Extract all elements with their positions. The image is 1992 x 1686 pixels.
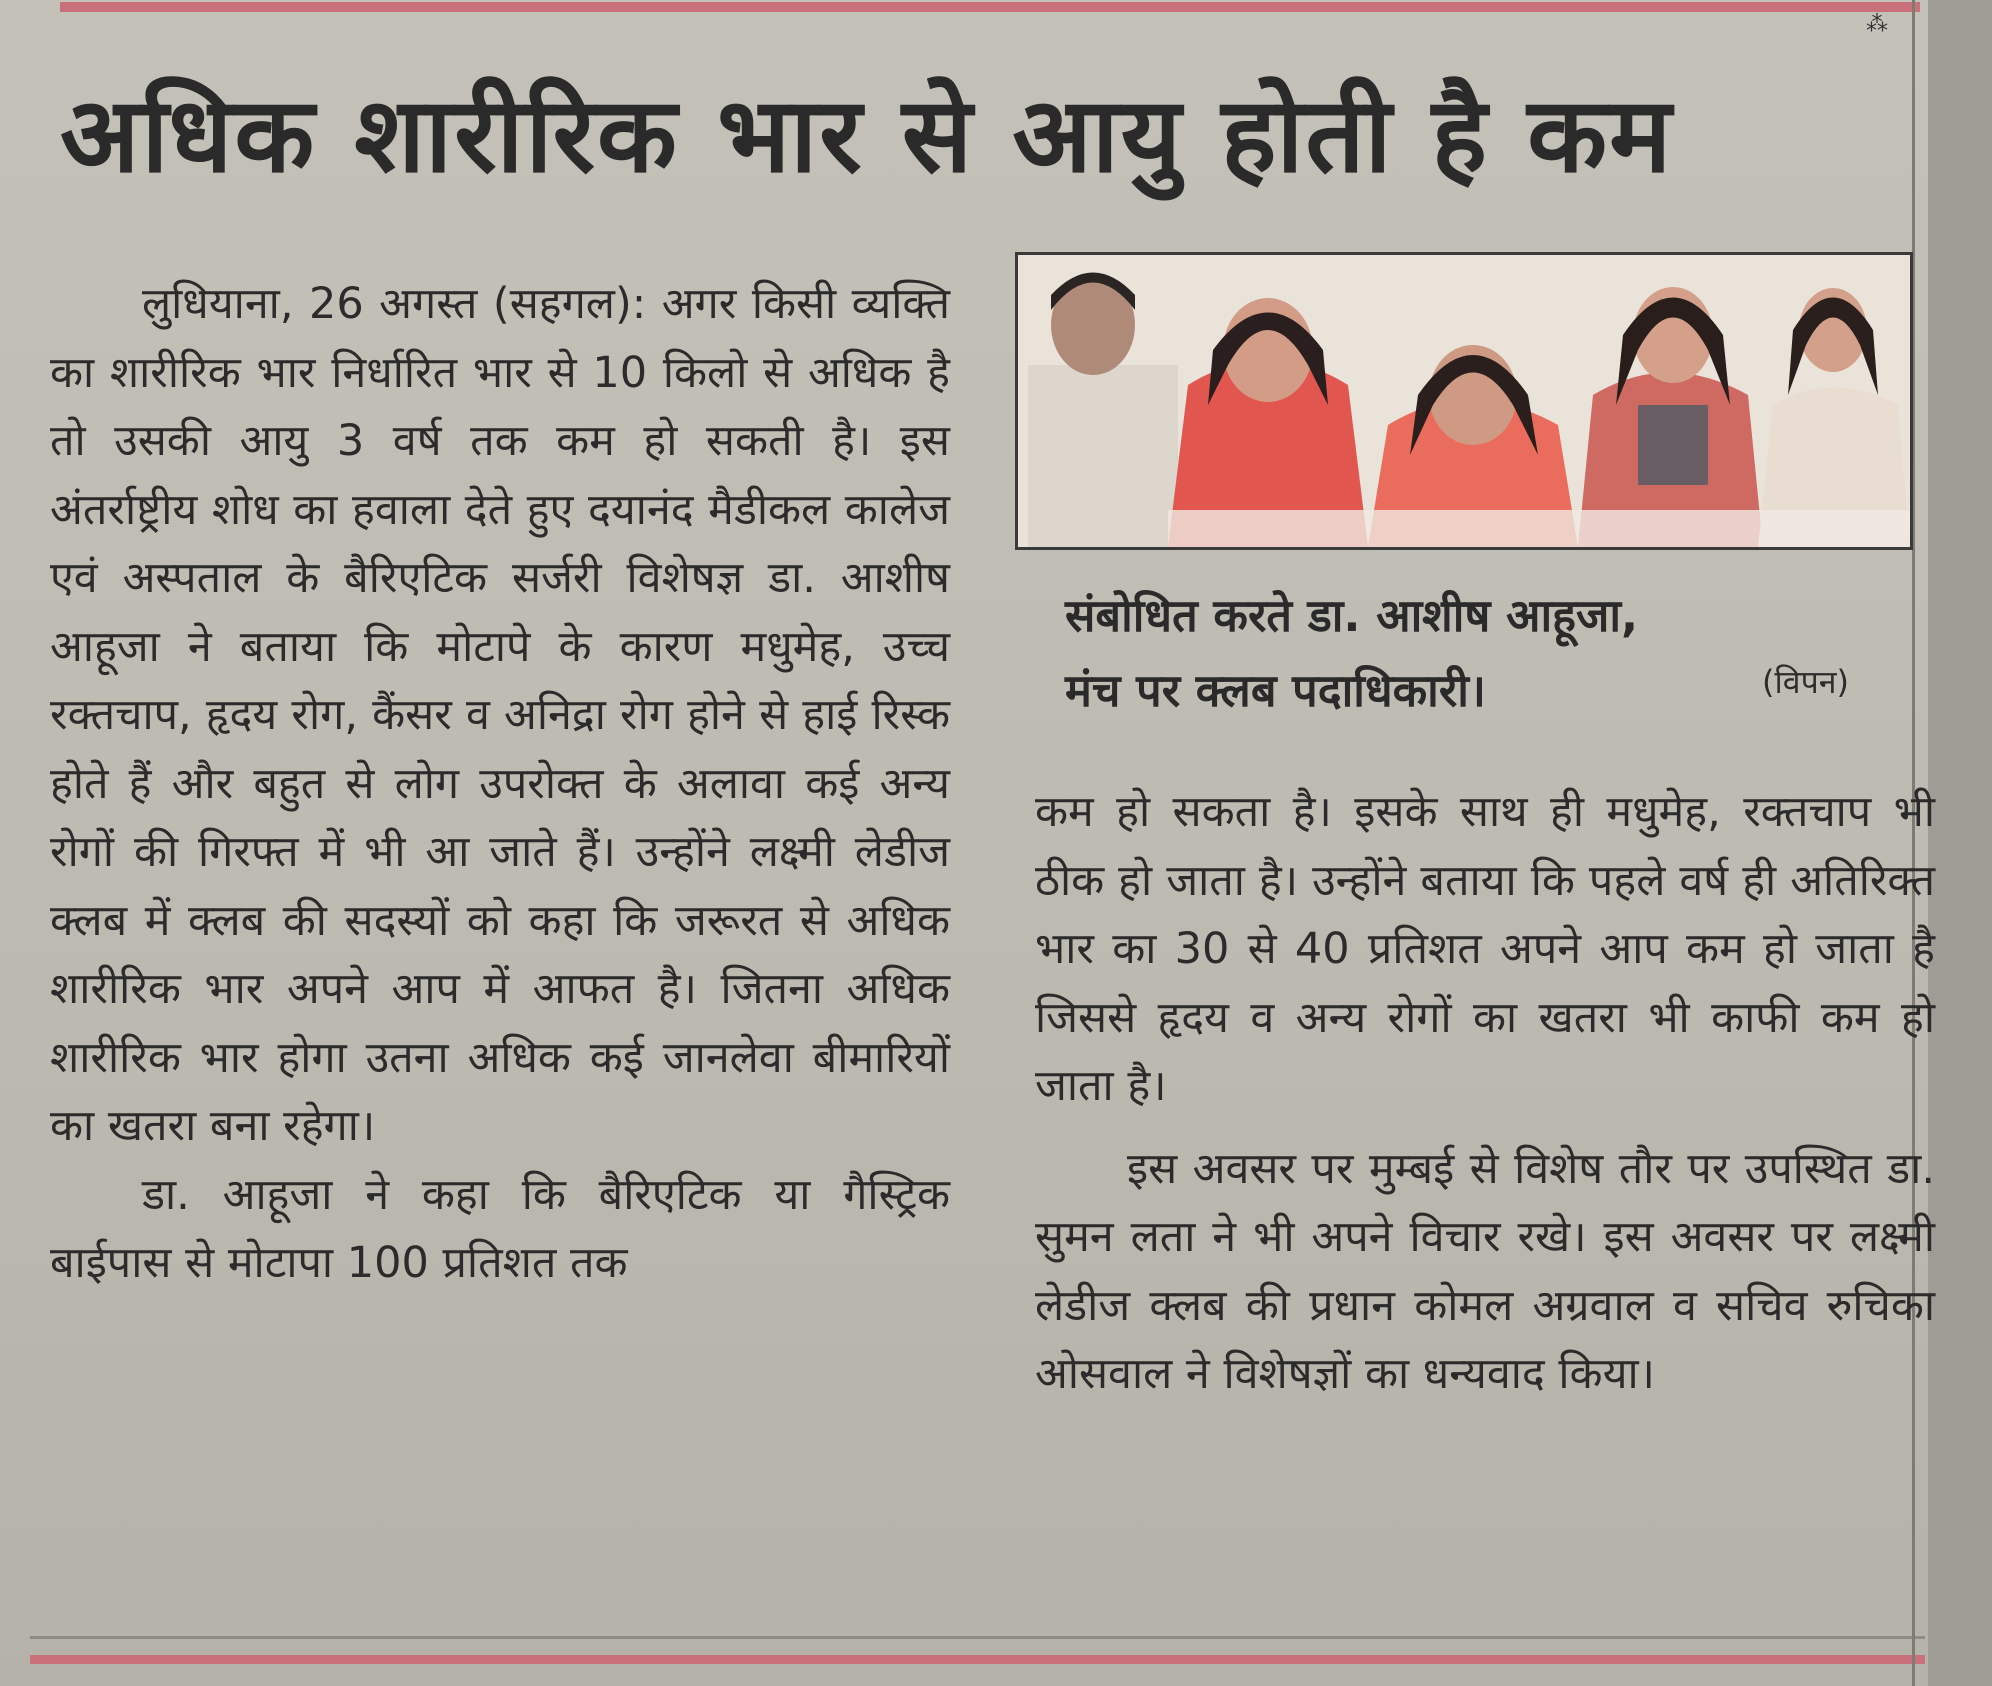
photo-credit: (विपन) [1762,663,1849,701]
body-paragraph: डा. आहूजा ने कहा कि बैरिएटिक या गैस्ट्रिक बाईपास से मोटापा 100 प्रतिशत तक [50,1169,950,1288]
pin-mark-icon: ⁂ [1866,12,1888,37]
event-photo [1015,252,1913,550]
page-edge [1928,0,1992,1686]
headline: अधिक शारीरिक भार से आयु होती है कम [60,74,1674,196]
bottom-red-rule [30,1655,1925,1664]
body-paragraph: कम हो सकता है। इसके साथ ही मधुमेह, रक्तचाप भी ठीक हो जाता है। उन्होंने बताया कि पहले वर्ष ही अतिरिक्त भार का 30 से 40 प्रतिशत अपने आप कम हो जाता है जिससे हृदय व अन्य रोगों का खतरा भी काफी कम हो जाता है। [1035,787,1935,1111]
body-paragraph: लुधियाना, 26 अगस्त (सहगल): अगर किसी व्यक्ति का शारीरिक भार निर्धारित भार से 10 किलो से अधिक है तो उसकी आयु 3 वर्ष तक कम हो सकती है। इस अंतर्राष्ट्रीय शोध का हवाला देते हुए दयानंद मैडीकल कालेज एवं अस्पताल के बैरिएटिक सर्जरी विशेषज्ञ डा. आशीष आहूजा ने बताया कि मोटापे के कारण मधुमेह, उच्च रक्तचाप, हृदय रोग, कैंसर व अनिद्रा रोग होने से हाई रिस्क होते हैं और बहुत से लोग उपरोक्त के अलावा कई अन्य रोगों की गिरफ्त में भी आ जाते हैं। उन्होंने लक्ष्मी लेडीज क्लब में क्लब की सदस्यों को कहा कि जरूरत से अधिक शारीरिक भार अपने आप में आफत है। जितना अधिक शारीरिक भार होगा उतना अधिक कई जानलेवा बीमारियों का खतरा बना रहेगा। [50,279,950,1151]
caption-line-2: मंच पर क्लब पदाधिकारी। [1065,664,1486,717]
bottom-divider [30,1636,1925,1639]
body-paragraph: इस अवसर पर मुम्बई से विशेष तौर पर उपस्थित डा. सुमन लता ने भी अपने विचार रखे। इस अवसर पर लक्ष्मी लेडीज क्लब की प्रधान कोमल अग्रवाल व सचिव रुचिका ओसवाल ने विशेषज्ञों का धन्यवाद किया। [1035,1143,1935,1399]
left-column [50,270,950,1298]
caption-line-1: संबोधित करते डा. आशीष आहूजा, [1065,589,1639,642]
photo-caption [1065,578,1895,728]
top-red-rule [60,2,1920,12]
photo-illustration [1018,255,1910,547]
right-column [1035,778,1935,1409]
